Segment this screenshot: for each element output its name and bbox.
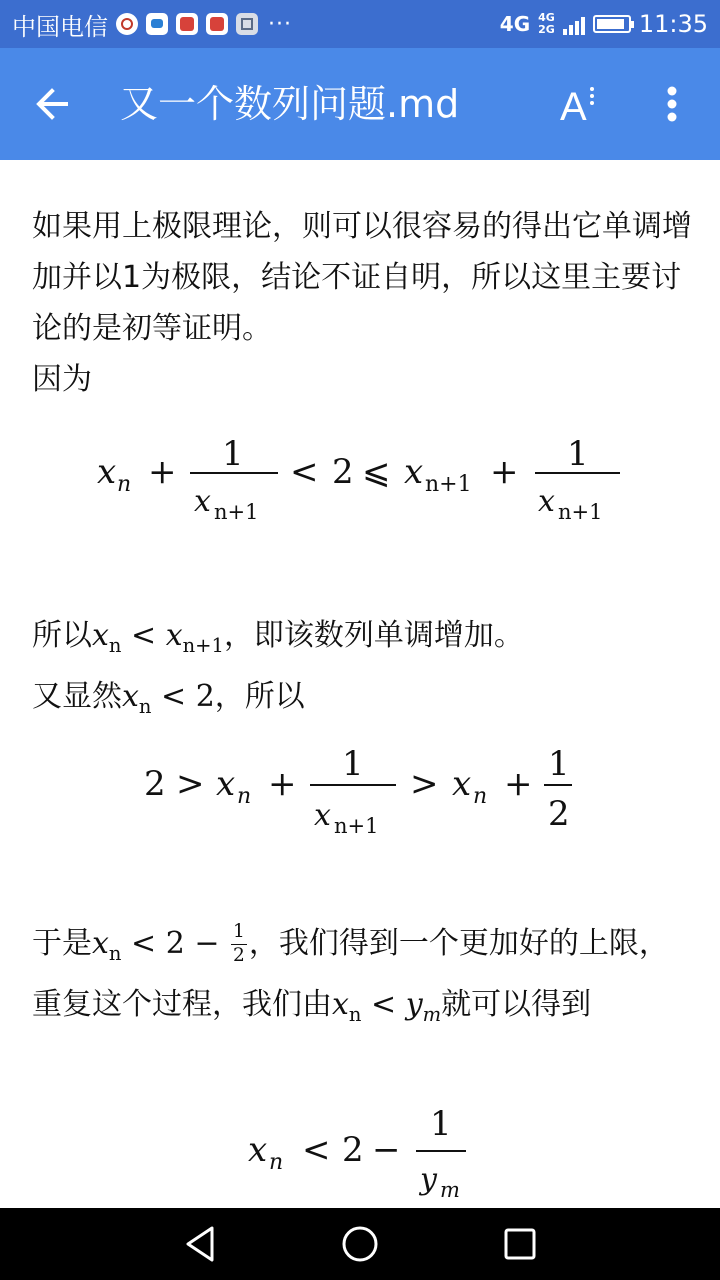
eq1-den2-sub: n+1 xyxy=(558,500,603,524)
page-title: 又一个数列问题.md xyxy=(120,82,460,126)
app-notification-icon xyxy=(176,13,198,35)
eq3-den-sub: m xyxy=(440,1178,460,1202)
gallery-notification-icon xyxy=(236,13,258,35)
eq1-rhs-sub: n+1 xyxy=(425,472,472,497)
paragraph-monotonic-line-1 xyxy=(32,610,692,671)
paragraph-intro-text: 如果用上极限理论，则可以很容易的得出它单调增加并以1为极限，结论不证自明，所以这里主要讨论的是初等证明。 xyxy=(32,209,692,346)
p3-frac-num: 1 xyxy=(231,923,247,945)
p3-m: m xyxy=(422,1002,442,1026)
eq2-num-1: 1 xyxy=(342,744,364,784)
p3-inline-fraction xyxy=(231,923,247,965)
more-notifications-icon: ··· xyxy=(268,11,292,37)
p2-line2-n: n xyxy=(138,694,152,718)
p3-frac-den: 2 xyxy=(233,945,245,966)
status-bar xyxy=(0,0,720,48)
eq1-num-2: 1 xyxy=(567,434,589,474)
nav-back-button[interactable] xyxy=(178,1222,222,1266)
eq2-plus-1: + xyxy=(268,764,297,804)
p2-math-n2: n+1 xyxy=(182,633,224,657)
eq2-x1: x xyxy=(216,764,236,804)
status-bar-left xyxy=(12,0,292,48)
p3-x: x xyxy=(92,926,109,961)
paragraph-monotonic-line-2 xyxy=(32,671,692,732)
app-notification-icon-2 xyxy=(206,13,228,35)
equation-2 xyxy=(32,735,692,845)
eq1-plus-1: + xyxy=(148,452,177,492)
eq1-den1-x: x xyxy=(194,484,211,519)
eq1-rhs-x: x xyxy=(404,452,424,492)
carrier-name: 中国电信 xyxy=(12,12,108,41)
eq1-two: 2 xyxy=(332,452,354,492)
nav-recent-button[interactable] xyxy=(498,1222,542,1266)
eq2-gt-2: > xyxy=(410,764,439,804)
p3-part1: 于是 xyxy=(32,926,92,961)
eq2-plus-2: + xyxy=(504,764,533,804)
paragraph-intro xyxy=(32,201,692,405)
eq2-num-2: 1 xyxy=(548,744,570,784)
p2-part1: 所以 xyxy=(32,618,92,653)
clock: 11:35 xyxy=(638,10,708,38)
eq2-gt-1: > xyxy=(176,764,205,804)
network-type: 4G xyxy=(499,12,531,36)
font-button-letter: A xyxy=(560,85,587,129)
eq1-le: ⩽ xyxy=(362,452,391,492)
p3-part3: 就可以得到 xyxy=(441,986,592,1022)
p2-line2-part1: 又显然 xyxy=(32,678,122,714)
p3-y: y xyxy=(405,986,423,1022)
signal-icon xyxy=(563,13,585,35)
eq3-minus: − xyxy=(372,1130,401,1170)
app-bar xyxy=(0,48,720,160)
eq1-den1-sub: n+1 xyxy=(214,500,259,524)
network-small-bottom: 2G xyxy=(538,23,555,36)
p3-n2: n xyxy=(348,1002,362,1026)
eq3-x: x xyxy=(248,1130,268,1170)
p2-math-x2: x xyxy=(165,618,183,653)
p3-mid: < 2 − xyxy=(121,926,229,961)
eq3-n: n xyxy=(269,1150,284,1175)
eq1-den2-x: x xyxy=(538,484,555,519)
eq2-den1-x: x xyxy=(314,798,331,833)
p3-lt: < xyxy=(361,986,406,1022)
eq1-lhs-n: n xyxy=(117,472,132,497)
font-size-icon xyxy=(552,76,608,132)
font-size-button[interactable] xyxy=(552,76,608,132)
eq3-den-y: y xyxy=(420,1162,437,1197)
arrow-left-icon xyxy=(24,76,80,132)
p2-math-x: x xyxy=(92,618,109,653)
battery-icon xyxy=(593,15,631,33)
square-recent-icon xyxy=(498,1222,542,1266)
battery-fill xyxy=(597,19,624,29)
eq2-n2: n xyxy=(473,784,488,809)
back-button[interactable] xyxy=(24,76,80,132)
eq3-lt: < xyxy=(302,1130,331,1170)
network-type-small xyxy=(538,12,555,36)
p3-n: n xyxy=(108,941,122,965)
paragraph-because: 因为 xyxy=(32,362,92,397)
more-vert-icon xyxy=(644,76,700,132)
eq2-den1-sub: n+1 xyxy=(334,814,379,838)
status-bar-right xyxy=(500,0,708,48)
eq2-den-2: 2 xyxy=(548,794,570,834)
eq2-n1: n xyxy=(237,784,252,809)
eq1-lhs-x: x xyxy=(97,452,117,492)
paragraph-improve-bound xyxy=(32,918,692,1040)
circle-home-icon xyxy=(338,1222,382,1266)
network-small-top: 4G xyxy=(538,11,555,24)
eq3-two: 2 xyxy=(342,1130,364,1170)
p2-line2-rest: < 2 xyxy=(151,678,215,714)
equation-3 xyxy=(32,1095,692,1205)
p3-x2: x xyxy=(332,986,349,1022)
eq2-two: 2 xyxy=(144,764,166,804)
triangle-back-icon xyxy=(178,1222,222,1266)
p2-math-lt: < xyxy=(121,618,166,653)
eq1-num-1: 1 xyxy=(222,434,244,474)
more-options-button[interactable] xyxy=(644,76,700,132)
china-mobile-icon xyxy=(116,13,138,35)
p2-math-n: n xyxy=(108,633,122,657)
eq1-lt: < xyxy=(290,452,319,492)
paragraph-monotonic xyxy=(32,610,692,732)
navigation-bar xyxy=(0,1208,720,1280)
p2-line2-x: x xyxy=(122,678,139,714)
p2-part2: ，即该数列单调增加。 xyxy=(223,618,524,653)
eq2-x2: x xyxy=(452,764,472,804)
eq1-plus-2: + xyxy=(490,452,519,492)
eq3-num: 1 xyxy=(430,1104,452,1144)
nav-home-button[interactable] xyxy=(338,1222,382,1266)
message-notification-icon xyxy=(146,13,168,35)
p3-part2: ，我们得到一个更加好的上限，重复这个过程，我们由 xyxy=(32,926,669,1022)
equation-1 xyxy=(32,425,692,535)
p2-line2-part2: ，所以 xyxy=(214,678,305,714)
paragraph-improve-bound-text xyxy=(32,918,692,1040)
